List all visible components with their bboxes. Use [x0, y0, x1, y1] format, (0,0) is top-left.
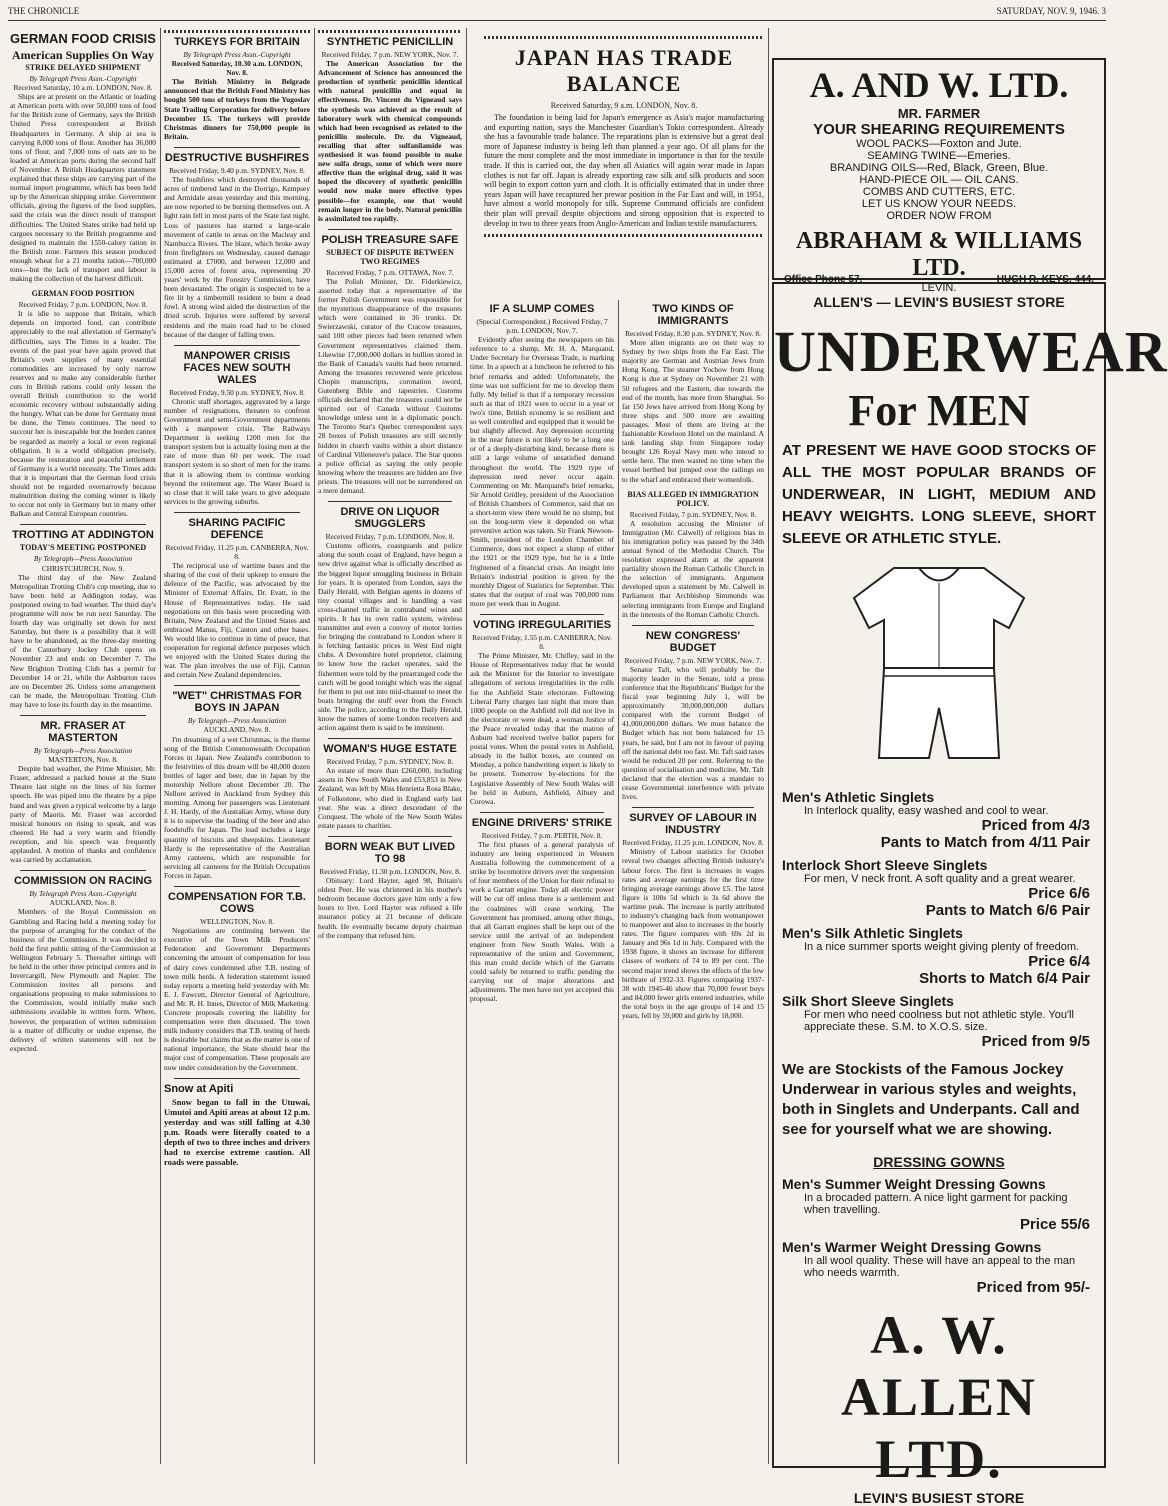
ad-line: MR. FARMER: [897, 106, 981, 121]
body: The Prime Minister, Mr. Chifley, said in the House of Representatives today that he would ask the Minister for the Interior to investigate allegations of serious irregularities in the rolls for the Ashfield State electorate. Following Liberal Party charges last night that more than 1000 people on the Ashfield roll did not live in the electorate or were dead, a woman Justice of the Peace revealed today that the matron of Auburn had received twelve ballot papers for postal votes. When the postal votes in Ashfield, already in the ballot boxes, are counted on Monday, a police handwriting expert is likely to be present. Tomorrow by-elections for the Legislative Assembly of New South Wales will be held in Auburn, Ashfield, Albury and Corowa.: [470, 651, 614, 806]
divider: [632, 807, 754, 808]
body: Members of the Royal Commission on Gambling and Racing held a meeting today for the purpose of arranging for the conduct of the business of the Commission. It was decided to hold the first public sitting of the Commission at Wellington February 5. Thereafter sittings will be held in the other three principal centres and in Invercargill, New Plymouth and Napier. The Commission invites all persons and organisations proposing to make submissions to the Commission, would initially make such submissions available in written form. Where, however, the preparation of written submission is a matter of difficulty or undue expense, the delivery of written statements will not be expected.: [10, 907, 156, 1053]
date: AUCKLAND, Nov. 8.: [203, 725, 271, 735]
ad-item: [774, 789, 1104, 851]
header-rule: [8, 20, 1106, 21]
article: [10, 875, 156, 1053]
body: The British Ministry in Belgrade announced that the British Food Ministry has bought 500 tons of turkeys from the Yugoslav State Trading Corporation for delivery before December 15. The turkeys will provide Christmas dinners for 750,000 people in Britain.: [164, 77, 310, 141]
divider: [174, 345, 300, 346]
article: [164, 36, 310, 141]
body: The American Association for the Advancement of Science has announced the production of synthetic penicillin identical with natural penicillin and equal in effectiveness. Dr. Vincent du Vigneaud says the synthesis was achieved as the result of laboratory work with chemical compounds which had been recognised as related to the penicillin molecule. Dr. du Vigneaud, recalling that after sulfanilamide was synthesised it was found possible to make new sulfa drugs, some of which were more effective than the original drug, said it was hoped the discovery of synthetic penicillin would now make more effective types possible—for example, one that would remain longer in the body. Natural penicillin is assimilated too rapidly.: [318, 59, 462, 223]
headline: MR. FRASER AT MASTERTON: [40, 720, 126, 744]
headline: POLISH TREASURE SAFE: [321, 233, 459, 246]
article: [318, 841, 462, 940]
dateline: By Telegraph—Press Association: [33, 554, 133, 564]
ad-item: WOOL PACKS—Foxton and Jute.: [856, 138, 1022, 150]
date: Received Friday, 11.30 p.m. LONDON, Nov. 8.: [319, 866, 461, 876]
ad-item: LET US KNOW YOUR NEEDS.: [861, 198, 1017, 210]
article: [470, 303, 614, 608]
body: It is idle to suppose that Britain, which depends on imported food, can contribute appreciably to the real alleviation of Germany's difficulties, says The Times in a leader. The events of the past year have again proved that Britain's own supplies of many essential commodities are increased by only narrow reserves and to make any considerable further cuts in British rations could only lessen the overall British contribution to the world economic recovery without substantially aiding the hungry. What can be done for Germany must be done, the Times continues. The need to succour her is inescapable but the burden cannot be regarded as merely a local or even regional obligation. It is a world obligation precisely, because the restoration and peaceful settlement of Germany is a world necessity. The Times adds that it is important that the German food crisis should not be regarded overnarrowly because malnutrition during the coming winter is likely to occur not only in Germany but in many other Balkan and Central European countries.: [10, 309, 156, 519]
dateline: By Telegraph—Press Association: [33, 746, 133, 755]
article: [318, 506, 462, 732]
divider: [174, 1078, 300, 1079]
article: [164, 690, 310, 880]
subhead: SUBJECT OF DISPUTE BETWEEN TWO REGIMES: [326, 247, 454, 266]
article: [10, 529, 156, 709]
body: Negotiations are continuing between the executive of the Town Milk Producers' Federation and Government Departments concerning the amount of compensation for loss of dairy cows condemned after T.B. testing of town milk herds. A federation statement issued today reports a meeting held yesterday with Mr. E. J. Fawcett, Director General of Agriculture, and Mr. R. H. Innes, Director of Milk Marketing. Concrete proposals covering the liability for compensation were then discussed. The town milk industry considers that T.B. testing of herds is desirable but claims that as the matter is one of national importance, the State should bear the major cost of compensation. These proposals are now under consideration by the Government.: [164, 926, 310, 1072]
ad-tagline: LEVIN'S BUSIEST STORE: [853, 1490, 1025, 1506]
item-desc: For men, V neck front. A soft quality and a great wearer.: [804, 873, 1076, 885]
divider: [20, 524, 146, 525]
headline: COMMISSION ON RACING: [13, 875, 153, 888]
date: (Special Correspondent.) Received Friday, 7 p.m. LONDON, Nov. 7.: [476, 317, 608, 336]
masthead: THE CHRONICLE: [8, 6, 80, 16]
advert-abraham-williams: [772, 58, 1106, 294]
headline: SHARING PACIFIC DEFENCE: [188, 516, 286, 541]
item-price: Price 55/6: [1019, 1216, 1090, 1233]
divider: [328, 836, 452, 837]
underwear-illustration: [824, 558, 1054, 783]
article: [622, 630, 764, 802]
body: The first phases of a general paralysis of industry are being experienced in Western Australia following the commencement of a strike by locomotive drivers over the suspension of four members of the Union for their refusal to work a Garratt engine. Today all electric power will be cut off unless there is a settlement and the coalmines will cease working. The Government has promised, among other things, that all Garratt engines shall be kept out of the service until the arrival of an independent engineer from New South Wales. With a representative of the union and Government, this man could decide which of the Garratts could safely be returned to traffic pending the carrying out of major alterations and adjustments. The men have not yet accepted this proposal.: [470, 839, 614, 1004]
body: Snow began to fall in the Utuwai, Umutoi and Apiti areas at about 12 p.m. yesterday and was still falling at 4.30 p.m. Roads were literally coated to a depth of two to three inches and drivers had to exercise extreme caution. All roads were passable.: [164, 1096, 310, 1167]
headline: DESTRUCTIVE BUSHFIRES: [164, 151, 310, 164]
date: MASTERTON, Nov. 8.: [48, 755, 118, 765]
article: [10, 720, 156, 864]
headline: JAPAN HAS TRADE BALANCE: [514, 45, 734, 96]
body: More alien migrants are on their way to Sydney by two ships from the Far East. The majority are German and Austrian Jews from Hong Kong. The steamer Yochow from Hong Kong is due at Sydney on November 21 with 50 refugees and the Eastern, due towards the end of the month, has more from Shanghai. So far 150 Jews have arrived from Hong Kong by three ships and 500 more are awaiting passages. Most of them are living at the fashionable Kowloon Hotel on the mainland. A tank landing ship from Singapore today brought 126 Royal Navy men who intend to settle here. The men wasted no time when the vessel berthed but jumped over the railings on to the wharf and embraced their womenfolk.: [622, 338, 764, 484]
date: Received Friday, 7 p.m. SYDNEY, Nov. 8.: [326, 757, 454, 767]
headline: GERMAN FOOD CRISIS: [10, 31, 156, 46]
date: Received Saturday, 10.30 a.m. LONDON, Nov. 8.: [171, 59, 303, 78]
column-rule: [466, 28, 467, 1464]
item-desc: In all wool quality. These will have an appeal to the man who needs warmth.: [804, 1255, 1076, 1279]
item-heading: Interlock Short Sleeve Singlets: [782, 857, 988, 873]
date: Received Friday, 7 p.m. LONDON, Nov. 8.: [18, 300, 148, 310]
ornament-rule: [318, 30, 462, 33]
ad-item: SEAMING TWINE—Emeries.: [867, 150, 1011, 162]
date: Received Friday, 7 p.m. NEW YORK, Nov. 7.: [624, 655, 762, 665]
ad-item: [774, 993, 1104, 1050]
article: [318, 743, 462, 830]
ad-item: ORDER NOW FROM: [886, 210, 992, 222]
article: [622, 490, 764, 619]
item-desc: In a nice summer sports weight giving plenty of freedom.: [804, 941, 1080, 953]
date: AUCKLAND, Nov. 8.: [49, 898, 117, 908]
subhead: STRIKE DELAYED SHIPMENT: [25, 63, 141, 72]
ad-subtitle: For MEN: [848, 386, 1030, 435]
article: [622, 303, 764, 484]
body: Chronic staff shortages, aggravated by a large number of resignations, threaten to confront Government and semi-Government departments with a manpower crisis. The Railways Department is seeking 1200 men for the transport system but is actually losing men at the rate of more than 60 per week. The road transport system is so short of men for the trams that it is allowing them to continue working beyond the retirement age. The Water Board is so close that it will take years to give adequate services to the growing suburbs.: [164, 396, 310, 506]
divider: [328, 229, 452, 230]
article: [164, 1083, 310, 1167]
body: A resolution accusing the Minister of Immigration (Mr. Calwell) of religious bias in his immigration policy was passed by the 34th annual Synod of the Methodist Church. The resolution expressed alarm at the apparent partiality shown the Roman Catholic Church in the selection of immigrants. Argument developed upon a statement by Mr. Calwell in Parliament that Archbishop Simmonds was selecting immigrants from Europe and England in the interests of the Roman Catholic Church.: [622, 518, 764, 619]
headline: SYNTHETIC PENICILLIN: [326, 36, 454, 48]
date: Received Friday, 7 p.m. NEW YORK, Nov. 7.: [321, 50, 459, 59]
column-5: [622, 300, 764, 1464]
ad-firm: ABRAHAM & WILLIAMS LTD.: [795, 228, 1083, 281]
ad-intro: AT PRESENT WE HAVE GOOD STOCKS OF ALL THE MOST POPULAR BRANDS OF UNDERWEAR, IN LIGHT, MEDIUM AND HEAVY WEIGHTS. LONG SLEEVE, SHORT SLEEVE OR ATHLETIC STYLE.: [782, 442, 1096, 547]
headline: ENGINE DRIVERS' STRIKE: [471, 816, 613, 829]
article: [318, 234, 462, 495]
headline: COMPENSATION FOR T.B. COWS: [168, 891, 306, 916]
item-desc: For men who need coolness but not athletic style. You'll appreciate these. S.M. to X.O.S. size.: [804, 1009, 1074, 1033]
date: Received Friday, 7 p.m. SYDNEY, Nov. 8.: [629, 509, 757, 519]
divider: [480, 614, 604, 615]
item-price-2: Shorts to Match 6/4 Pair: [919, 970, 1090, 987]
ad-item: [774, 1176, 1104, 1233]
headline: DRIVE ON LIQUOR SMUGGLERS: [340, 506, 440, 531]
article: [164, 152, 310, 339]
dateline: By Telegraph Press Assn.-Copyright: [29, 74, 137, 83]
ad-title: UNDERWEAR: [774, 319, 1168, 384]
date: Received Friday, 9.40 p.m. SYDNEY, Nov. 8.: [169, 165, 305, 175]
date: Received Friday, 7 p.m. PERTH, Nov. 8.: [481, 830, 603, 840]
ad-top: ALLEN'S — LEVIN'S BUSIEST STORE: [813, 294, 1065, 310]
body: Ministry of Labour statistics for October reveal two changes affecting British industry's labour force. The first is increases in wages rates and average earnings for the first time bringing average earnings above £5. The latest figure is 100s 5d which is 3s 6d above the wartime peak. The increase is partly attributed to industry's changing back from womanpower to manpower and also to increases in the hourly rates. The figure compares with 69s 2d in January and 96s 1d in July. Compared with the 1938 figure, it shows an increase for different classes of workers of 74 to 89 per cent. The second major trend shows the effects of the low birthrate of 1932-33. Figures comparing 1937-38 with 1945-46 show that 70,000 fewer boys and 84,000 fewer girls entered industries, while the total boys in the age groups of 14 and 15 years, fell by 59,000 and girls by 18,000.: [622, 847, 764, 1020]
article: [622, 812, 764, 1020]
ad-keys: HUGH R. KEYS, 444.: [996, 274, 1094, 285]
ad-line: YOUR SHEARING REQUIREMENTS: [813, 121, 1065, 138]
item-price: Price 6/6: [1028, 885, 1090, 902]
article: [164, 517, 310, 679]
ad-phone: Office Phone 57.: [784, 274, 863, 285]
column-rule: [314, 28, 315, 1464]
ad-section-heading: DRESSING GOWNS: [873, 1154, 1005, 1170]
headline: "WET" CHRISTMAS FOR BOYS IN JAPAN: [172, 690, 302, 715]
article: [10, 31, 156, 283]
divider: [632, 625, 754, 626]
divider: [328, 738, 452, 739]
headline: TWO KINDS OF IMMIGRANTS: [652, 303, 734, 327]
item-price: Price 6/4: [1028, 953, 1090, 970]
column-2: [164, 28, 310, 1464]
date: WELLINGTON, Nov. 8.: [200, 917, 274, 927]
article: [318, 36, 462, 223]
divider: [20, 715, 146, 716]
headline: NEW CONGRESS' BUDGET: [645, 629, 741, 654]
article-japan: [484, 34, 764, 239]
date: Received Friday, 11.25 p.m. CANBERRA, Nov. 8.: [165, 542, 309, 562]
date: Received Saturday, 9 a.m. LONDON, Nov. 8.: [550, 101, 698, 110]
ornament-rule: [484, 36, 764, 39]
headline: MANPOWER CRISIS FACES NEW SOUTH WALES: [183, 349, 291, 386]
advert-allens: [772, 282, 1168, 1506]
date: CHRISTCHURCH, Nov. 9.: [41, 563, 125, 573]
article: [470, 619, 614, 806]
column-3: [318, 28, 462, 1464]
item-desc: In Interlock quality, easy washed and cool to wear.: [804, 805, 1049, 817]
item-price-2: Pants to Match from 4/11 Pair: [880, 834, 1090, 851]
ad-title: A. AND W. LTD.: [809, 65, 1069, 105]
subhead: TODAY'S MEETING POSTPONED: [19, 543, 147, 553]
divider: [174, 512, 300, 513]
ad-item: HAND-PIECE OIL — OIL CANS.: [859, 174, 1019, 186]
body: The third day of the New Zealand Metropolitan Trotting Club's cup meeting, due to have been held at Addington today, was postponed owing to bad weather. The third day's programme will now be run next Saturday. The fourth day was originally set down for next Saturday, but there is a possibility that it will have to be abandoned, as the three-day meeting of the Canterbury Jockey Club opens on November 23 and ends on December 7. The New Brighton Trotting Club has a permit for December 14 or 21, while the Ashburton races are on December 26. Unless some arrangement can be made, the Metropolitan Trotting Club may have to lose its fourth day in the meantime.: [10, 572, 156, 709]
divider: [174, 147, 300, 148]
dateline: By Telegraph—Press Association: [187, 716, 287, 726]
headline: IF A SLUMP COMES: [489, 303, 595, 315]
divider: [20, 870, 146, 871]
body: An estate of more than £260,000, including assets in New South Wales and £53,853 in New Zealand, was left by Miss Henrietta Rosa Blake, of Folkestone, who died in England early last year. She was a direct descendant of the Conquest. The whole of the New South Wales estate passes to charities.: [318, 766, 462, 830]
dateline: By Telegraph Press Assn.-Copyright: [29, 889, 137, 899]
shorts-shape: [879, 668, 999, 758]
item-heading: Men's Silk Athletic Singlets: [782, 925, 963, 941]
headline: VOTING IRREGULARITIES: [472, 619, 612, 631]
headline: BIAS ALLEGED IN IMMIGRATION POLICY.: [627, 489, 759, 508]
column-rule: [768, 28, 769, 1464]
headline-2: American Supplies On Way: [11, 48, 155, 62]
date: Received Friday, 11.25 p.m. LONDON, Nov. 8.: [622, 838, 764, 848]
column-4: [470, 300, 614, 1464]
date: Received Friday, 9.50 p.m. SYDNEY, Nov. 8.: [169, 387, 305, 397]
body: Obituary: Lord Hayter, aged 98, Britain's oldest Peer. He was christened in his mother's bedroom because doctors gave him only a few hours to live. Lord Hayter was refused a life insurance policy at 21 because of delicate health. He eventually became deputy chairman of the company that refused him.: [318, 876, 462, 940]
date: Received Friday, 8.30 p.m. SYDNEY, Nov. 8.: [625, 329, 761, 338]
divider: [174, 685, 300, 686]
ad-brand: A. W. ALLEN LTD.: [840, 1305, 1038, 1489]
column-rule: [160, 28, 161, 1464]
column-rule: [618, 300, 619, 1464]
divider: [174, 886, 300, 887]
headline: SURVEY OF LABOUR IN INDUSTRY: [629, 812, 757, 837]
body: Evidently after seeing the newspapers on his reference to a slump, Mr. H. A. Marquand, Under Secretary for Overseas Trade, is marking time. In a speech at a luncheon he referred to his brief remarks and added: Unfortunately, the time was not sufficient for me to develop them fully. My belief is that if a temporary recession such as that of 1921 were to occur in a year or two's time, British economy is so resilient and so well controlled and equipped that it would be but slightly affected. Any depression occurring in the near future is not likely to be a long one or of a deeply-disturbing kind, because there is still a large volume of unsatisfied demand throughout the world. The 1929 type of depression need never occur again. Commenting on Mr. Marquand's brief remarks, Sir Arnold Gridley, president of the Association of British Chambers of Commerce, said that on a short-term view there would be no slump, but on the long-term view it depended on what preventive action was taken. Sir Frank Newson-Smith, president of the London Chamber of Commerce, does not expect a slump of either the 1921 or the 1929 type, but he is a little frightened of a financial crisis. An insight into Britain's industrial position is given by the monthly Digest of Statistics for September. This states that the output of coal was 700,000 tons more per week than in August.: [470, 335, 614, 608]
headline: TROTTING AT ADDINGTON: [12, 529, 154, 542]
body: Despite bad weather, the Prime Minister, Mr. Fraser, addressed a packed house at the State Theatre last night on the lines of his former speech. He was piped into the theatre by a pipe band and was given a typical welcome by a large party of Maoris. Mr. Fraser was accorded musical honours on rising to speak, and was cheered. He had a very warm and friendly reception, and his speech was frequently applauded. A motion of thanks and confidence was carried by acclamation.: [10, 764, 156, 865]
item-heading: Men's Athletic Singlets: [782, 789, 935, 805]
item-heading: Silk Short Sleeve Singlets: [782, 993, 954, 1009]
ad-item: [774, 1239, 1104, 1296]
ornament-rule: [484, 234, 764, 237]
article: [470, 817, 614, 1004]
ad-item: [774, 925, 1104, 987]
article: [164, 350, 310, 506]
item-heading: Men's Warmer Weight Dressing Gowns: [782, 1239, 1042, 1255]
column-1: [10, 28, 156, 1464]
divider: [480, 812, 604, 813]
body: Customs officers, coastguards and police along the south coast of England, have begun a new drive against what is officially described as the biggest liquor smuggling business in Britain for years. It is operated from London, says the Daily Herald, with Belgian agents in dozens of tiny coastal villages and is handling a vast cross-channel traffic in contraband wines and spirits. It has its own radio system, wireless transmitter and even a convoy of motor lorries for bringing the contraband to London where it is fetching fantastic prices in West End night clubs. A Devonshire hotel proprietor, claiming to know how the racket operates, said the fishermen were told by the prearranged code the catch will be good tonight which was the signal for them to put out into mid-channel to meet the boats bringing the stuff over from the French side. The police, according to the Daily Herald, know the names of some London receivers and action against them is said to be imminent.: [318, 541, 462, 733]
ad-item: [774, 857, 1104, 919]
body: Senator Taft, who will probably be the majority leader in the Senate, told a press conference that the Republicans' Budget for the fiscal year beginning July 1, will be approximately 30,000,000,000 dollars compared with the current Budget of 41,000,000,000 dollars. We must balance the Budget which has not been balanced for 15 years, he said, but I am not in favour of paying off the national debt too fast. Mr. Taft said taxes would be reduced 20 per cent. Referring to the question of socialisation and medicine, Mr. Taft declared that the election was a mandate to cease Governmental interference with private lives.: [622, 664, 764, 802]
body: The foundation is being laid for Japan's emergence as Asia's major manufacturing and exporting nation, says the Manchester Guardian's Tokio correspondent. Already she has a favourable trade balance. The reparations plan is extensive but a great deal more of Japanese industry is being left than planned a year ago. Of all plans for the future the most complete and the most immediate in importance is that for the textile trade. If this is carried out, the day when all Asiatics will again wear made in Japan clothes is not far off. Japan is already exporting raw silk and silk products and soon will begin to export cotton yarn and cloth. It is officially estimated that in under three years Japan will have recaptured her prewar position in the Far East and will, in 1951, have almost a world monopoly for silk. Supreme Command officials are confident their plan will prevail despite objections and strong opposition that is expected to develop in two to three years from Anglo-American and Indian textile manufacturers.: [484, 113, 764, 228]
ad-stockists: We are Stockists of the Famous Jockey Underwear in various styles and weights, both in Singlets and Underpants. Call and see for yourself what we are showing.: [782, 1061, 1080, 1138]
ad-item: COMBS AND CUTTERS, ETC.: [862, 186, 1016, 198]
body: I'm dreaming of a wet Christmas, is the theme song of the British Commonwealth Occupation Forces in Japan. New Zealand's contribution to the festivities of this dream will be 48,000 dozen bottles of lager and beer, due in Japan by the motorship Nellore about December 20. The Nellore arrived in Auckland from Sydney this morning. Among her passengers was Lieutenant J. H. Hardy, of the Australian Army, whose duty it is to supervise the loading of the beer and also foodstuffs for Japan. The load includes a large quantity of biscuits and sheepskins. Lieutenant Hardy is the representative of the Australian Army canteens, which are responsible for servicing all canteens for the British Occupation Forces in Japan.: [164, 734, 310, 880]
ad-town: LEVIN.: [921, 282, 957, 294]
headline: BORN WEAK BUT LIVED TO 98: [324, 840, 456, 865]
dateline: By Telegraph Press Assn.-Copyright: [183, 50, 291, 59]
article: [10, 289, 156, 518]
article: [164, 891, 310, 1072]
divider: [328, 501, 452, 502]
date-page: SATURDAY, NOV. 9, 1946. 3: [996, 6, 1106, 16]
item-heading: Men's Summer Weight Dressing Gowns: [782, 1176, 1046, 1192]
item-price: Priced from 9/5: [981, 1033, 1090, 1050]
item-price: Priced from 4/3: [981, 817, 1090, 834]
ornament-rule: [164, 30, 310, 33]
headline: GERMAN FOOD POSITION: [31, 289, 135, 299]
page-header: [8, 6, 1106, 20]
body: The bushfires which destroyed thousands of acres of timbered land in the Dorrigo, Kempsey and Armidale areas yesterday and this morning, are now reported to be burning themselves out. A light rain fell in most parts of the State last night. Loss of pastures has started a large-scale movement of cattle to areas on the Macleay and Nambucca Rivers. The blaze, which broke away from firefighters on Wednesday, caused damage estimated at £7000, and between 12,000 and 15,000 acres of forest area, representing 20 years' work by the Forestry Commission, have been devastated. The origin is suspected to be a fire lit by a timbermill resident to burn a dead fowl. A strong wind aided the destruction of the dried scrub. Injuries were suffered by several residents and the main road had to be closed because of the danger of falling trees.: [164, 175, 310, 339]
date: Received Friday, 7 p.m. OTTAWA, Nov. 7.: [326, 267, 454, 277]
body: The reciprocal use of wartime bases and the sharing of the cost of their upkeep to ensure the defence of the Pacific, was advocated by the Minister of External Affairs, Dr. Evatt, in the House of Representatives today. He said negotiations on this basis were proceeding with Britain, New Zealand and the United States and embraced Manus, Fiji, Canton and other bases. We would like to continue in time of peace, that cooperation for regional defence purposes which we enjoyed with the United States during the war. The plan involves the use of Fiji, Canton and certain New Zealand dependencies.: [164, 561, 310, 680]
date: Received Friday, 7 p.m. LONDON, Nov. 8.: [325, 532, 455, 542]
body: The Polish Minister, Dr. Fiderkiewicz, asserted today that a representative of the former Polish Government was responsible for the mysterious disappearance of the treasures which were contained in 36 trunks. Dr. Swierzawski, curator of the Cracow treasures, said 100 other pieces had been returned when Government representatives claimed them. Likewise 17,000,000 dollars in bullion stored in the Bank of Canada's vaults had been returned. Among the treasures recovered were priceless Chopin manuscripts, coronation sword, Gutenberg Bible and tapestries. Customs officials declared that the treasures could not be spirited out of Canada without Customs knowledge unless sent in a diplomatic pouch. The Toronto Star's Quebec correspondent says 28 boxes of Polish treasures are still secretly hidden in church vaults within a short distance of Cardinal Villeneuve's palace. The Star quotes a police official as saying the only people knowing where the treasures are hidden are five priests. The treasures will not be surrendered on a mere demand.: [318, 276, 462, 496]
headline: WOMAN'S HUGE ESTATE: [323, 743, 457, 756]
headline: TURKEYS FOR BRITAIN: [174, 36, 300, 48]
item-price: Priced from 95/-: [976, 1279, 1090, 1296]
body: Ships are at present on the Atlantic or loading at American ports with over 50,000 tons of food for the British zone of Germany, says the British United Press correspondent at British Headquarters in Germany. A ship at sea is carrying 8,000 tons of flour. Another has 36,000 tons of flour, and 7,000 tons of oats are to be loaded at American ports during the second half of November. A British Headquarters statement explained that these ships are carrying part of the normal import programme, which has been held up by the American shipping strike. Government officials, giving the figures of the food supplies, said the crisis was the direct result of transport difficulties. The United States strike had held up cargoes necessary to the British programme and designed to maintain the 1550-calory ration in the British zone. Farmers this season produced enough wheat for a 21 months ration—700,000 tons—but the lack of transport and labour is making the collection of the harvest difficult.: [10, 92, 156, 284]
headline: Snow at Apiti: [164, 1082, 234, 1095]
ad-item: BRANDING OILS—Red, Black, Green, Blue.: [829, 162, 1049, 174]
item-desc: In a brocaded pattern. A nice light garment for packing when travelling.: [804, 1192, 1068, 1216]
date: Received Friday, 1.55 p.m. CANBERRA, Nov. 8.: [472, 633, 612, 652]
date: Received Saturday, 10 a.m. LONDON, Nov. 8.: [13, 83, 153, 93]
item-price-2: Pants to Match 6/6 Pair: [925, 902, 1090, 919]
